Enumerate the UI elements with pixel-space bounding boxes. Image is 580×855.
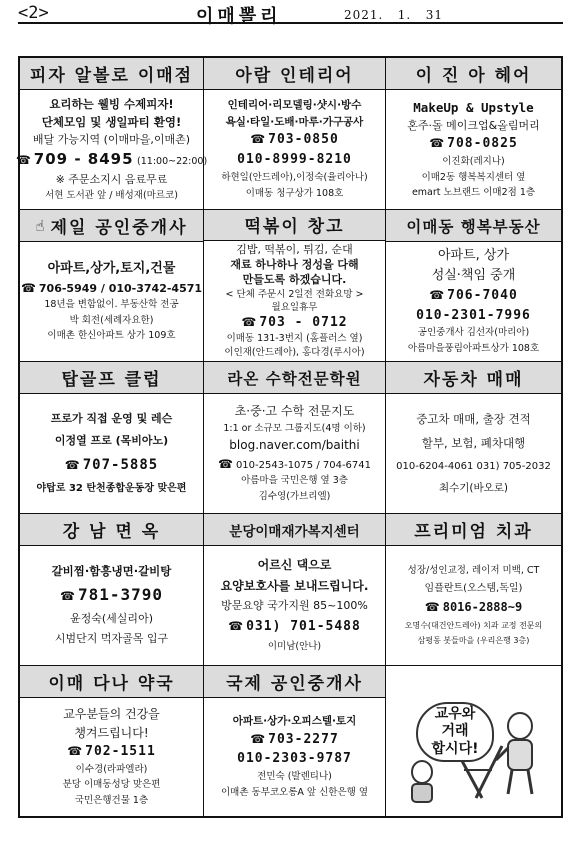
ad-address: 이매동 131-3번지 (홈플러스 옆) [226, 333, 363, 345]
ad-premium-dental [386, 514, 561, 666]
ad-line: 아파트,상가,토지,건물 [47, 260, 176, 276]
ad-line: ※ 주문소지시 음료무료 [55, 172, 168, 186]
promo-line: 교우와 [434, 705, 476, 722]
page-number: <2> [18, 3, 49, 23]
ad-owner: 이진화(레지나) [442, 156, 505, 168]
phone-icon: ☎ [250, 731, 266, 746]
hours: (11:00~22:00) [137, 156, 208, 168]
phone-line [60, 585, 163, 606]
ad-title: 국제 공인중개사 [204, 666, 385, 698]
ad-address: 이매동 청구상가 108호 [245, 187, 344, 199]
ad-gangnam-myeonok [20, 514, 204, 666]
ad-owner: 박 회전(세례자요한) [69, 314, 154, 326]
ad-title: 이매동 행복부동산 [386, 210, 561, 242]
ad-grid [15, 56, 563, 818]
phone-number: 708-0825 [447, 136, 518, 152]
ad-line: MakeUp & Upstyle [413, 99, 534, 115]
ad-line: 초·중·고 수학 전문지도 [234, 404, 355, 419]
phone-line [425, 600, 522, 616]
ad-address: 이매촌 동부코오롱A 앞 신한은행 옆 [220, 786, 369, 798]
phone-number: 703 - 0712 [259, 315, 348, 331]
ad-line: < 단체 주문시 2일전 전화요망 > [225, 288, 364, 300]
phone-number: 702-1511 [85, 744, 156, 760]
phone-line [228, 619, 361, 636]
ad-address: 시범단지 먹자골목 입구 [54, 632, 169, 646]
ad-address: 이매2동 행복복지센터 옆 [421, 171, 526, 183]
ad-owner: 하현일(안드레아),이정숙(율리아나) [221, 172, 368, 184]
ad-line: 18년을 변함없이. 부동산학 전공 [44, 299, 179, 311]
ad-owner: 전민숙 (발렌티나) [257, 771, 332, 783]
phone-number: 706-5949 / 010-3742-4571 [38, 281, 203, 295]
phone-icon: ☎ [241, 315, 257, 330]
ad-owner: 오명수(대건안드레아) 치과 교정 전문의 [404, 620, 543, 630]
phone-line [218, 457, 371, 473]
phone-line [429, 136, 518, 153]
ad-address: 서현 도서관 앞 / 배성재(마르코) [45, 189, 178, 201]
phone-line [21, 281, 202, 297]
phone-number: 781-3790 [77, 585, 163, 605]
ad-address: 아름마을풍림아파트상가 108호 [407, 342, 540, 354]
ad-line: 아파트, 상가 [437, 247, 510, 263]
ad-line: 방문요양 국가지원 85~100% [221, 599, 368, 613]
ad-title: 아람 인테리어 [204, 58, 385, 90]
phone-icon: ☎ [429, 287, 445, 302]
ad-address: 야탑로 32 탄천종합운동장 맞은편 [36, 483, 187, 495]
ad-owner: 윤정숙(세실리아) [70, 612, 153, 626]
ad-website: blog.naver.com/baithi [229, 438, 360, 453]
ad-line: 성실·책임 중개 [431, 267, 516, 283]
hand-icon: ☝ [35, 216, 47, 235]
ad-line: 갈비찜·함흥냉면·갈비탕 [51, 564, 172, 579]
ad-line: 임플란트(오스템,독일) [424, 582, 523, 594]
ad-line: 성장/성인교정, 레이저 미백, CT [407, 564, 540, 576]
ad-title: 이매 다나 약국 [20, 666, 203, 698]
ad-line: 요양보호사를 보내드립니다. [220, 578, 369, 593]
ad-title: 이 진 아 헤어 [386, 58, 561, 90]
ad-car-trading [386, 362, 561, 514]
ad-line: 어르신 댁으로 [257, 558, 332, 573]
phone-number: 709 - 8495 [33, 150, 134, 169]
page-header [18, 2, 563, 27]
ad-address: 국민은행건물 1층 [74, 794, 149, 806]
ad-line: 프로가 직접 운영 및 레슨 [50, 411, 173, 425]
phone-icon: ☎ [15, 153, 31, 168]
mobile-number: 010-8999-8210 [237, 152, 352, 168]
ad-line: 요리하는 웰빙 수제피자! [49, 96, 174, 111]
ad-title: 피자 알볼로 이매점 [20, 58, 203, 90]
phone-number: 707-5885 [82, 457, 159, 474]
ad-raon-math [204, 362, 386, 514]
ad-address: 삼평동 봇들마을 (우리은행 3층) [417, 635, 530, 645]
phone-number: 010-6204-4061 031) 705-2032 [396, 460, 551, 472]
phone-number: 703-2277 [268, 731, 339, 747]
ad-line: 배달 가능지역 (이매마을,이매촌) [32, 132, 191, 146]
phone-line [429, 288, 518, 305]
phone-line [250, 732, 339, 749]
phone-line [65, 456, 158, 474]
ad-address: 분당 이매동성당 맞은편 [62, 779, 161, 791]
phone-icon: ☎ [250, 132, 266, 147]
phone-line [241, 315, 347, 332]
ad-line: 욕실·타일·도배·마루·가구공사 [225, 115, 364, 128]
ad-title: 떡볶이 창고 [204, 210, 385, 241]
ad-title: 자동차 매매 [386, 362, 561, 394]
phone-icon: ☎ [67, 744, 83, 759]
ad-line: 인테리어·리모델링·샷시·방수 [227, 99, 362, 112]
ad-owner: 이미남(안나) [267, 640, 322, 652]
ad-owner: 최수기(바오로) [438, 481, 509, 494]
phone-number: 706-7040 [447, 287, 518, 303]
ad-tteokbokki-store [204, 210, 386, 362]
ad-pizza-alvolo [15, 58, 208, 210]
ad-owner: 이인재(안드레아), 홍다경(루시아) [224, 346, 365, 358]
phone-icon: ☎ [424, 599, 440, 614]
ad-international-realty [204, 666, 386, 816]
phone-icon: ☎ [429, 136, 445, 151]
ad-line: 챙겨드립니다! [74, 725, 149, 740]
ad-title: 탑골프 클럽 [20, 362, 203, 394]
newsletter-title: 이매뽈리 [196, 6, 282, 27]
ad-line: 1:1 or 소규모 그룹지도(4명 이하) [223, 422, 366, 434]
ad-title: 라온 수학전문학원 [204, 362, 385, 394]
phone-icon: ☎ [228, 618, 244, 633]
ad-line: 아파트·상가·오피스텔·토지 [232, 714, 357, 727]
ad-line: 할부, 보험, 폐차대행 [421, 435, 526, 450]
ad-address: 이매촌 한신아파트 상가 109호 [47, 329, 176, 341]
promo-cell [386, 666, 561, 816]
ad-address: emart 노브랜드 이매2점 1층 [411, 186, 536, 198]
issue-date: 2021. 1. 31 [344, 8, 443, 22]
promo-line: 합시다! [431, 740, 479, 757]
mobile-number: 010-2303-9787 [237, 751, 352, 767]
ad-line: 월요일휴무 [271, 302, 318, 314]
ad-owner: 공인중개사 김선자(마리아) [417, 327, 530, 339]
mobile-number: 010-2301-7996 [416, 307, 531, 323]
phone-icon: ☎ [64, 458, 80, 473]
speech-bubble [416, 702, 494, 762]
phone-line [16, 150, 207, 170]
phone-icon: ☎ [20, 280, 36, 295]
ad-line: 김밥, 떡볶이, 튀김, 순대 [236, 242, 353, 256]
ad-line: 교우분들의 건강을 [63, 706, 160, 721]
phone-line [67, 744, 156, 761]
ad-welfare-center [204, 514, 386, 666]
phone-number: 031) 701-5488 [246, 618, 361, 634]
phone-number: 010-2543-1075 / 704-6741 [235, 459, 372, 471]
ad-dana-pharmacy [20, 666, 204, 816]
ad-owner: 김수영(가브리엘) [258, 490, 331, 502]
ad-title: 분당이매재가복지센터 [204, 514, 385, 546]
ad-owner: 이수경(라파엘라) [75, 764, 148, 776]
ad-line: 혼주·돌 메이크업&올림머리 [407, 119, 540, 133]
phone-number: 8016-2888~9 [442, 599, 523, 614]
ad-jeil-realty [20, 210, 204, 362]
ad-line: 단체모임 및 생일파티 환영! [41, 114, 182, 129]
ad-title: 제일 공인중개사 [50, 218, 188, 238]
ad-happy-realty [386, 210, 561, 362]
ad-aram-interior [204, 58, 386, 210]
ad-address: 아름마을 국민은행 옆 3층 [241, 475, 348, 487]
ad-title: 프리미엄 치과 [386, 514, 561, 546]
ad-top-golf [20, 362, 204, 514]
phone-icon: ☎ [217, 456, 233, 471]
ad-lee-jin-a-hair [386, 58, 561, 210]
ad-line: 재료 하나하나 정성을 다해 [230, 258, 359, 272]
phone-number: 703-0850 [268, 132, 339, 148]
ad-line: 만들도록 하겠습니다. [242, 273, 347, 287]
ad-title: 강 남 면 옥 [20, 514, 203, 546]
promo-line: 거래 [441, 723, 469, 740]
ad-owner: 이정열 프로 (목비아노) [54, 433, 169, 447]
phone-line [250, 132, 339, 149]
ad-line: 중고차 매매, 출장 견적 [416, 411, 531, 426]
phone-icon: ☎ [59, 589, 75, 604]
